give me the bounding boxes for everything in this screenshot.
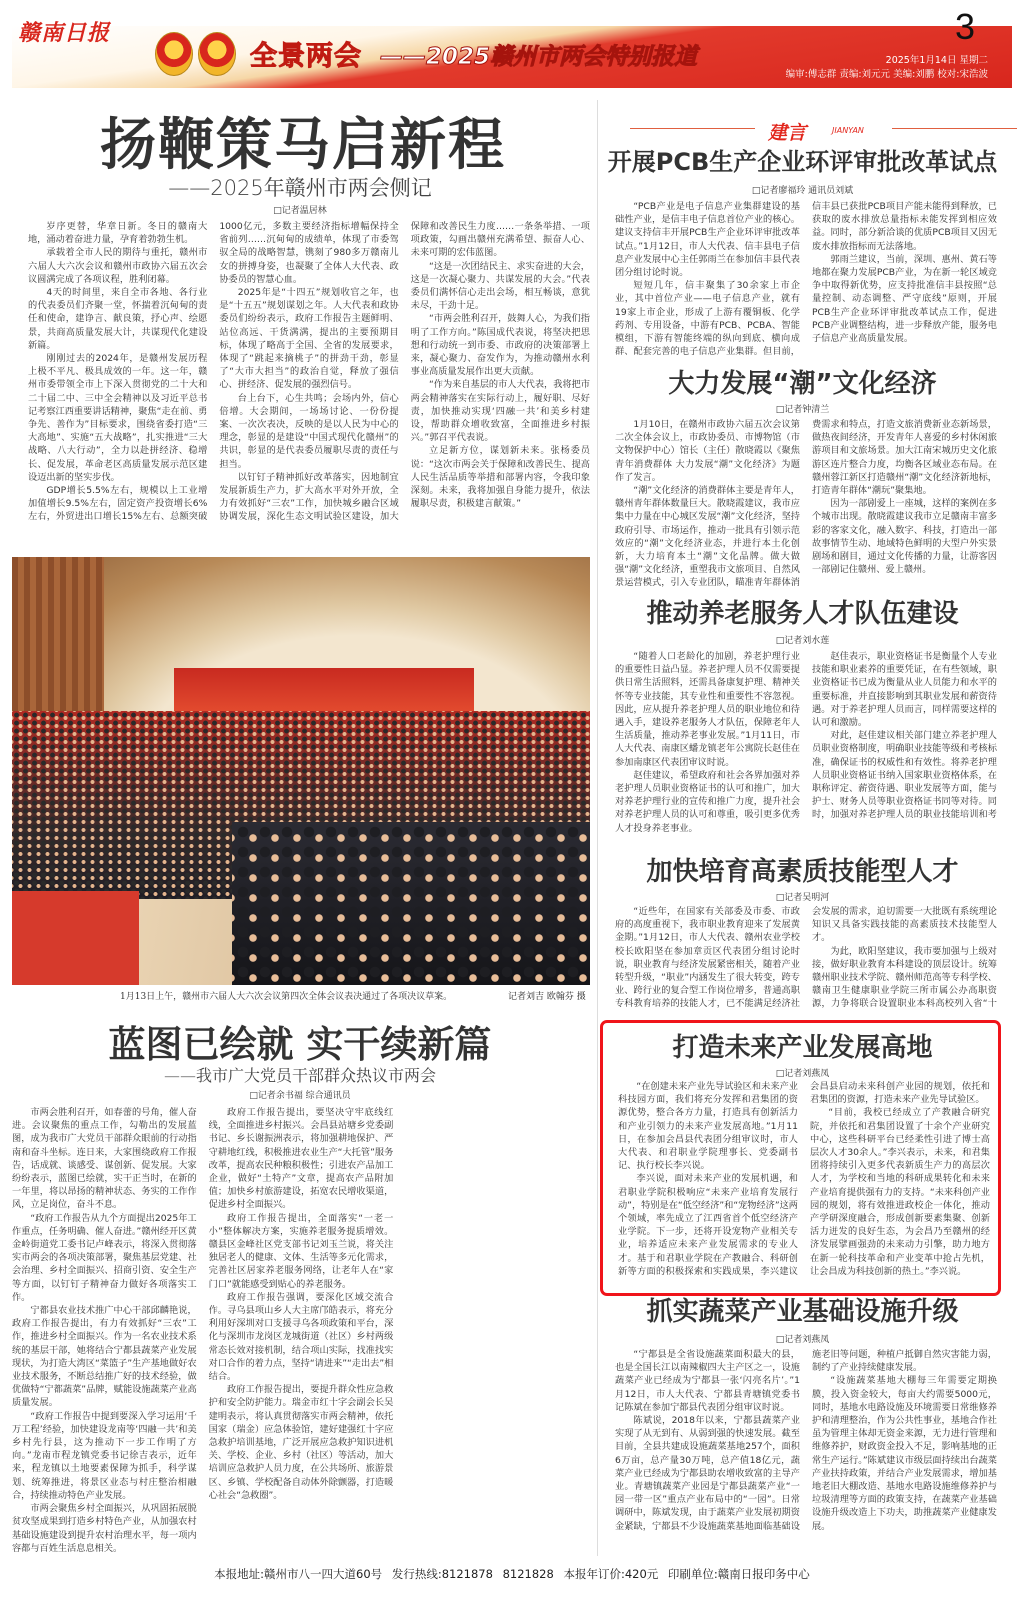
photo-caption: 1月13日上午，赣州市六届人大六次会议第四次全体会议表决通过了各项决议草案。	[120, 992, 453, 1002]
article-paragraph: “在创建未来产业先导试验区和未来产业科技园方面，我们将充分发挥和君集团的资源优势，整合各方力量，打造具有创新活力和产业引领力的未来产业发展高地。”1月11日，在参加会昌县代表团分组审议时，市人大代表、和君职业学院理事长、党委副书记、执行校长李兴说。	[618, 1081, 798, 1172]
article-body	[618, 1080, 990, 1290]
article-paragraph: “政府工作报告中提到要深入学习运用‘千万工程’经验，加快建设龙南等‘四融一共’和美乡村先行县，这为推动下一步工作明了方向。”龙南市程龙镇党委书记徐吉表示，近年来，程龙镇以土地要素保障为抓手，科学谋划、统筹推进，将景区业态与村庄整治相融合，持续推动特色产业发展。	[12, 1410, 197, 1501]
article-paragraph: 郭雨兰建议，当前，深圳、惠州、黄石等地都在聚力发展PCB产业，为在新一轮区域竞争中取得新优势，应支持批准信丰县按照“总量控制、动态调整、严守底线”原则，开展PCB生产企业环评审批改革试点工作，促进PCB产业调整结构，进一步释放产能，服务电子信息产业高质量发展。	[812, 253, 997, 345]
article-paragraph: “目前，我校已经成立了产教融合研究院，并依托和君集团设置了十余个产业研究中心，这些科研平台已经柔性引进了博士高层次人才30余人。”李兴表示，未来，和君集团将持续引入更多代表新质生产力的高层次人才，为学校和当地的科研成果转化和未来产业培育提供强有力的支持。“未来科创产业园的规划，将有效推进政校企一体化，推动产学研深度融合，形成创新要素集聚、创新活力迸发的良好生态，为会昌乃至赣州的经济发展擘画强劲的未来动力引擎，助力地方在新一轮科技革命和产业变革中抢占先机，让会昌成为科技创新的热土。”李兴说。	[810, 1107, 990, 1277]
article-headline: 扬鞭策马启新程	[100, 112, 506, 178]
article-byline: □记者余书福 综合通讯员	[249, 1091, 351, 1101]
article-paragraph: 赵佳表示，职业资格证书是衡量个人专业技能和职业素养的重要凭证，在有些领域，职业资格证书已成为衡量从业人员能力和水平的重要标准，并直接影响到其职业发展和薪资待遇。对于养老护理人员而言，同样需要这样的认可和激励。	[812, 651, 997, 729]
article-body	[615, 200, 997, 360]
photo-credit: 记者刘吉 欧翰芬 摄	[508, 992, 586, 1002]
article-paragraph: 台上台下，心生共鸣；会场内外，信心倍增。大会期间，一场场讨论、一份份提案、一次次表决，反映的是以人民为中心的理念，彰显的是建设“中国式现代化赣州”的共识，彰显的是代表委员履职尽责的责任与担当。	[219, 392, 399, 470]
article-headline: 加快培育高素质技能型人才	[646, 857, 959, 887]
article-paragraph: 政府工作报告提出，要提升群众性应急救护和安全防护能力。瑞金市红十字会副会长吴建明表示，将认真贯彻落实市两会精神，依托国家（瑞金）应急体验馆，建好建强红十字应急救护培训基地，广泛开展应急救护知识进机关、学校、企业、乡村（社区）等活动，加大培训应急救护人员力度，在公共场所、旅游景区、乡镇、学校配备自动体外除颤器，打造暖心社会“急救圈”。	[208, 1384, 394, 1501]
article-byline: □记者刘燕凤	[775, 1335, 830, 1345]
article-byline: □记者吴明河	[775, 893, 830, 903]
section-label-text: 建言	[768, 122, 807, 144]
section-title: 全景两会	[250, 41, 362, 72]
article-paragraph: 承载着全市人民的期待与重托，赣州市六届人大六次会议和赣州市政协六届五次会议圆满完成了各项议程，胜利闭幕。	[28, 247, 208, 285]
page-number: 3	[955, 6, 976, 47]
article-paragraph: GDP增长5.5%左右，规模以上工业增加值增长9.5%左右，固定资产投资增长6%左右，外贸进出口增长15%左右、总额突破1000亿元，多数主要经济指标增幅保持全省前列……沉甸甸的成绩单，体现了市委驾驭全局的战略智慧，镌刻了980多万赣南儿女的拼搏身姿，也凝聚了全体人大代表、政协委员的智慧心血。	[28, 221, 399, 523]
article-paragraph: 刚刚过去的2024年，是赣州发展历程上极不平凡、极具成效的一年。这一年，赣州市委带领全市上下深入贯彻党的二十大和二十届二中、三中全会精神以及习近平总书记考察江西重要讲话精神，聚焦“走在前、勇争先、善作为”目标要求，围绕省委打造“三大高地”、实施“五大战略”，扎实推进“三大战略、八大行动”，全力以赴拼经济、稳增长、促发展，革命老区高质量发展示范区建设迈出新的坚实步伐。	[28, 353, 208, 483]
article-paragraph: “随着人口老龄化的加剧，养老护理行业的重要性日益凸显。养老护理人员不仅需要提供日常生活照料，还需具备康复护理、精神关怀等专业技能，其专业性和重要性不容忽视。因此，应从提升养老护理人员的职业地位和待遇入手，建设养老服务人才队伍，保障老年人生活质量，推动养老事业发展。”1月11日，市人大代表、南康区蟠龙镇老年公寓院长赵佳在参加南康区代表团审议时说。	[615, 651, 800, 768]
article-paragraph: “政府工作报告从九个方面提出2025年工作重点，任务明确、催人奋进。”赣州经开区黄金岭街道党工委书记卢峰表示，将深入贯彻落实市两会的各项决策部署，聚焦基层党建、社会治理、乡村全面振兴、招商引资、安全生产等方面，以钉钉子精神奋力做好各项落实工作。	[12, 1212, 197, 1303]
article-headline: 推动养老服务人才队伍建设	[646, 599, 959, 629]
article-paragraph: 市两会聚焦乡村全面振兴，从巩固拓展脱贫攻坚成果到打造乡村特色产业，从加强农村基础设施建设到提升农村治理水平，每一项内容都与百姓生活息息相关。	[12, 1503, 197, 1554]
article-subtitle: ——我市广大党员干部群众热议市两会	[163, 1066, 436, 1085]
section-label-en: JIANYAN	[832, 126, 864, 135]
article-body	[615, 418, 997, 590]
article-subtitle: ——2025年赣州市两会侧记	[168, 176, 432, 200]
article-paragraph: 对此，赵佳建议相关部门建立养老护理人员职业资格制度，明确职业技能等级和考核标准，确保证书的权威性和有效性。将养老护理人员职业资格证书纳入国家职业资格体系，在职称评定、薪资待遇、职业发展等方面，能与护士、财务人员等职业资格证书同等对待。同时，加强对养老护理人员的职业技能培训和考	[812, 730, 997, 821]
editor-credits: 编审:傅志群 责编:刘元元 美编:刘鹏 校对:宋浩波	[785, 69, 988, 80]
article-headline: 抓实蔬菜产业基础设施升级	[646, 1297, 959, 1327]
article-byline: □记者刘燕凤	[775, 1069, 830, 1079]
article-paragraph: 政府工作报告强调，要深化区域交流合作。寻乌县项山乡人大主席邝皓表示，将充分利用好深圳对口支援寻乌各项政策和平台，深化与深圳市龙岗区龙城街道（社区）乡村两级常态长效对接机制，结合项山实际，找准找实对口合作的着力点，坚持“请进来”“走出去”相结合。	[208, 1291, 394, 1383]
article-byline: □记者温居林	[273, 206, 327, 216]
cppcc-emblem-icon	[198, 32, 236, 76]
article-paragraph: 2025年是“十四五”规划收官之年，也是“十五五”规划谋划之年。人大代表和政协委员们纷纷表示，政府工作报告主题鲜明、站位高远、干货满满，提出的主要预期目标，体现了略高于全国、全省的发展要求，体现了“跳起来摘桃子”的拼劲干劲，彰显了“大市大担当”的政治自觉，释放了强信心、拼经济、促发展的强烈信号。	[219, 287, 399, 391]
article-body	[12, 1106, 590, 1556]
article-body	[615, 905, 997, 1018]
news-photo-assembly-hall	[12, 557, 590, 985]
national-emblem-icon	[155, 32, 193, 76]
article-headline: 开展PCB生产企业环评审批改革试点	[607, 148, 998, 176]
article-paragraph: 赵佳建议，希望政府和社会各界加强对养老护理人员职业资格证书的认可和推广，加大对养老护理行业的宣传和推广力度，提升社会对养老护理人员的认可和尊重，吸引更多优秀人才投身养老事业。	[615, 769, 800, 834]
article-byline: □记者刘水莲	[775, 636, 830, 646]
article-paragraph: “近些年，在国家有关部委及市委、市政府的高度重视下，我市职业教育迎来了发展黄金期。”1月12日，市人大代表、赣州农业学校校长欧阳坚在参加章贡区代表团分组讨论时说，职业教育与经济发展紧密相关，随着产业转型升级，“职业”内涵发生了很大转变，跨专业、跨行业的复合型工作岗位增多，普通高职专科教育培养的技能人才，已不能满足经济社会发展的需求，迫切需要一大批既有系统理论知识又具备实践技能的高素质技术技能型人才。	[615, 906, 997, 1010]
article-body	[615, 1348, 997, 1556]
article-paragraph: 立足新方位，谋划新未来。张杨委员说：“这次市两会关于保障和改善民生、提高人民生活品质等举措和部署内容，令我印象深刻。未来，我将加强自身能力提升，依法履职尽责，积极建言献策。”	[410, 445, 590, 510]
article-paragraph: “这是一次团结民主、求实奋进的大会，这是一次凝心聚力、共谋发展的大会。”代表委员们满怀信心走出会场，相互畅谈，意犹未尽，干劲十足。	[410, 260, 590, 312]
article-byline: □记者钟清兰	[775, 405, 830, 415]
article-paragraph: 市两会胜利召开，如春蕾的号角，催人奋进。会议聚焦的重点工作，勾勒出的发展蓝图，成为我市广大党员干部群众眼前的行动指南和奋斗坐标。连日来，大家围绕政府工作报告，话成就、谈感受、谋创新、促发展。大家纷纷表示，蓝图已绘就，实干正当时，在新的一年里，将以昂扬的精神状态、务实的工作作风，立足岗位，奋斗不息。	[12, 1107, 197, 1211]
column-divider	[597, 100, 598, 1556]
article-headline: 蓝图已绘就 实干续新篇	[108, 1023, 492, 1066]
article-paragraph: “宁都县是全省设施蔬菜面积最大的县，也是全国长江以南辣椒四大主产区之一，设施蔬菜产业已经成为宁都县一张‘闪亮名片’。”1月12日，市人大代表、宁都县青塘镇党委书记陈斌在参加宁都县代表团分组审议时说。	[615, 1349, 800, 1413]
article-paragraph: 政府工作报告提出，全面落实“一老一小”整体解决方案，实施养老服务提质增效。赣县区金峰社区党支部书记刘玉兰说，将关注独居老人的健康、文体、生活等多元化需求，完善社区居家养老服务网络，让老年人在“家门口”就能感受到贴心的养老服务。	[208, 1212, 394, 1290]
article-paragraph: 岁序更替，华章日新。冬日的赣南大地，涌动着奋进力量，孕育着勃勃生机。	[28, 221, 208, 246]
article-paragraph: “PCB产业是电子信息产业集群建设的基础性产业，是信丰电子信息首位产业的核心。建议支持信丰开展PCB生产企业环评审批改革试点。”1月12日，市人大代表、信丰县电子信息产业发展中心主任郭雨兰在参加信丰县代表团分组讨论时说。	[615, 201, 800, 279]
issue-date: 2025年1月14日 星期二	[885, 55, 988, 66]
article-paragraph: 1月10日，在赣州市政协六届五次会议第二次全体会议上，市政协委员、市博物馆（市文物保护中心）馆长（主任）散晓霞以《聚焦青年消费群体 大力发展“潮”文化经济》为题作了发言。	[615, 419, 800, 483]
article-paragraph: 李兴说，面对未来产业的发展机遇，和君职业学院积极响应“未来产业培育发展行动”，特别是在“低空经济”和“宠物经济”这两个领域，率先成立了江西省首个低空经济产业学院。下一步，还将开设宠物产业相关专业，培养适应未来产业发展需求的专业人才。基于和君职业学院在产教融合、科研创新等方面的积极探索和实践成果，李兴建议会昌县启动未来科创产业园的规划，依托和君集团的资源，打造未来产业先导试验区。	[618, 1081, 990, 1277]
article-headline: 大力发展“潮”文化经济	[668, 369, 937, 399]
article-paragraph: 4天的时间里，来自全市各地、各行业的代表委员们齐聚一堂，怀揣着沉甸甸的责任和使命，建诤言、献良策，抒心声、绘愿景，共商高质量发展大计，共谋现代化建设新篇。	[28, 287, 208, 351]
section-subtitle: ——2025赣州市两会特别报道	[380, 44, 698, 70]
article-body	[615, 650, 997, 848]
article-body	[28, 220, 590, 536]
article-paragraph: 陈斌说，2018年以来，宁都县蔬菜产业实现了从无到有、从弱到强的快速发展。截至目前，全县共建成设施蔬菜基地257个，面积6万亩，总产量30万吨，总产值18亿元，蔬菜产业已经成为宁都县助农增收致富的主导产业。青塘镇蔬菜产业园是宁都县蔬菜产业“一园一带一区”重点产业布局中的“一园”。日常调研中，陈斌发现，由于蔬菜产业发展初期资金紧缺，宁都县不少设施蔬菜基地面临基础设施老旧等问题，种植户抵御自然灾害能力弱，制约了产业持续健康发展。	[615, 1349, 997, 1532]
footer-imprint: 本报地址:赣州市八一四大道60号 发行热线:8121878 8121828 本报年订价:420元 印刷单位:赣南日报印务中心	[214, 1567, 810, 1581]
article-paragraph: 短短几年，信丰聚集了30余家上市企业，其中首位产业——电子信息产业，就有19家上市企业，形成了上游有覆铜板、化学药剂、专用设备，中游有PCB、PCBA、智能模组，下游有智能终端的纵向到底、横向成群、配套完善的电子信息产业集群。但目前，信丰县已获批PCB项目产能未能得到释放，已获取的废水排放总量指标未能发挥到相应效益。同时，部分新洽谈的优质PCB项目又因无废水排放指标而无法落地。	[615, 201, 997, 358]
article-paragraph: 政府工作报告提出，要坚决守牢底线红线，全面推进乡村振兴。会昌县站塘乡党委副书记、乡长谢振洲表示，将加强耕地保护、严守耕地红线，积极推进农业生产“大托管”服务改革，提高农民种粮积极性；引进农产品加工企业，做好“土特产”文章，提高农产品附加值；加快乡村旅游建设，拓宽农民增收渠道，促进乡村全面振兴。	[208, 1107, 394, 1211]
article-paragraph: “市两会胜利召开，鼓舞人心，为我们指明了工作方向。”陈国成代表说，将坚决把思想和行动统一到市委、市政府的决策部署上来，凝心聚力、奋发作为，为推动赣州水利事业高质量发展作出更大贡献。	[410, 313, 590, 378]
article-paragraph: “潮”文化经济的消费群体主要是青年人，赣州青年群体数量巨大。散晓霞建议，我市应集中力量在中心城区发展“潮”文化经济，坚持政府引导、市场运作，推动一批具有引领示范效应的“潮”文化经济业态，并进行本土化创新，大力培育本土“潮”文化品牌。做大做强“潮”文化经济，重塑我市文旅项目、自然风景运营模式，引入专业团队，瞄准青年群体消费需求和特点，打造文旅消费新业态新场景，做热夜间经济，开发青年人喜爱的乡村休闲旅游项目和文旅场景。加大江南宋城历史文化旅游区连片整合力度，均衡各区域业态布局。在赣州蓉江新区打造赣州“潮”文化经济新地标，打造青年群体“潮玩”聚集地。	[615, 419, 997, 589]
article-paragraph: 因为一部剧爱上一座城，这样的案例在多个城市出现。散晓霞建议我市立足赣南丰富多彩的客家文化，融入数字、科技，打造出一部故事情节生动、地域特色鲜明的大型户外实景剧场和剧目，通过文化传播的力量，让游客因一部剧记住赣州、爱上赣州。	[812, 498, 997, 576]
article-byline: □记者廖福玲 通讯员刘斌	[751, 186, 854, 196]
article-paragraph: 宁都县农业技术推广中心干部邱麟艳说，政府工作报告提出，有力有效抓好“三农”工作，推进乡村全面振兴。作为一名农业技术系统的基层干部，她将结合宁都县蔬菜产业发展现状，为打造大湾区“菜篮子”生产基地做好农业技术服务，不断总结推广好的技术经验，做优做特“宁都蔬菜”品牌，赋能设施蔬菜产业高质量发展。	[12, 1305, 197, 1409]
section-label-jianyan	[610, 118, 1000, 144]
article-paragraph: “设施蔬菜基地大棚每三年需要定期换膜，投入资金较大，每亩大约需要5000元，同时，基地水电路设施及环境需要日常维修养护和清理整治，作为公共性事业，基地合作社虽为管理主体却无资金来源，无力进行管理和维修养护，财政资金投入不足，影响基地的正常生产运行。”陈斌建议市级层面持续出台蔬菜产业扶持政策，并结合产业发展需求，增加基地老旧大棚改造、基地水电路设施维修养护与垃圾清理等方面的政策支持，在蔬菜产业基础设施升级改造上下功夫，助推蔬菜产业健康发展。	[812, 1375, 997, 1532]
article-paragraph: 以钉钉子精神抓好改革落实，因地制宜发展新质生产力，扩大高水平对外开放，全力有效抓好“三农”工作，加快城乡融合区域协调发展，深化生态文明试验区建设，加大保障和改善民生力度……一条条举措、一项项政策，勾画出赣州充满希望、振奋人心、未来可期的宏伟蓝图。	[219, 221, 590, 523]
article-paragraph: 为此，欧阳坚建议，我市要加强与上级对接，做好职业教育本科建设的顶层设计。统筹赣州职业技术学院、赣州师范高等专科学校、赣南卫生健康职业学院三所市属公办高职资源，力争将联合设置职业本科高校列入省“十	[812, 945, 997, 1010]
article-headline: 打造未来产业发展高地	[672, 1033, 933, 1063]
article-paragraph: “作为来自基层的市人大代表，我将把市两会精神落实在实际行动上，履好职、尽好责，加快推动实现‘四融一共’和美乡村建设，帮助群众增收致富，全面推进乡村振兴。”郭召平代表说。	[410, 379, 590, 444]
newspaper-logo: 赣南日报	[18, 20, 111, 46]
